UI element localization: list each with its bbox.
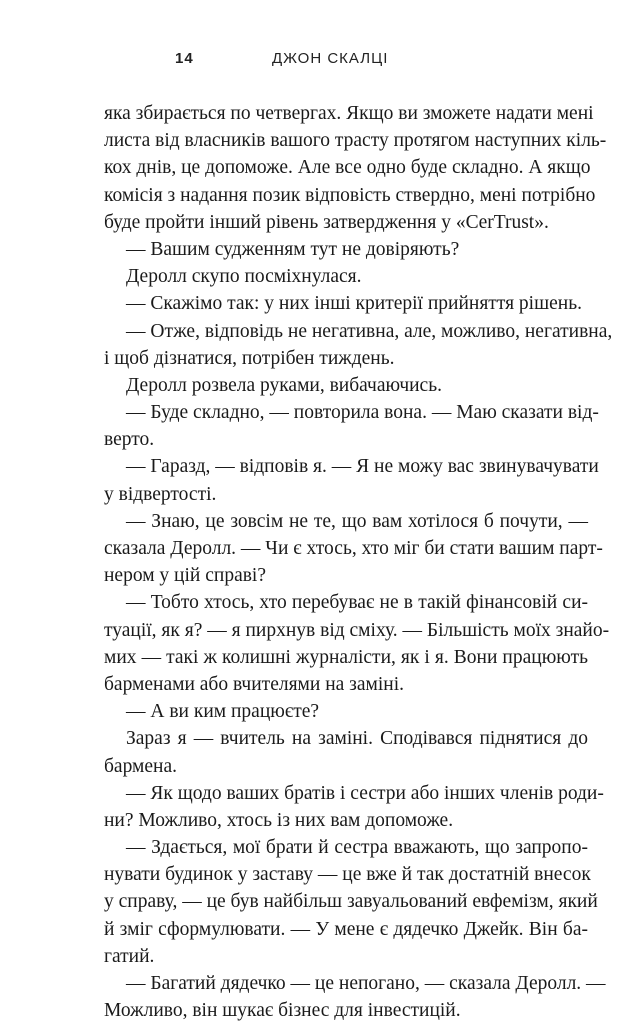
text-line: кох днів, це допоможе. Але все одно буде складно. А якщо xyxy=(104,157,591,179)
text-line: Зараз я — вчитель на заміні. Сподівався піднятися до xyxy=(126,728,588,750)
text-line: буде пройти інший рівень затвердження у «CerTrust». xyxy=(104,211,549,233)
text-line: гатий. xyxy=(104,945,155,967)
text-line: — Здається, мої брати й сестра вважають, що запропо- xyxy=(126,837,588,859)
text-line: Деролл скупо посміхнулася. xyxy=(126,266,362,288)
text-line: мих — такі ж колишні журналісти, як і я. Вони працюють xyxy=(104,646,588,668)
text-line: нувати будинок у заставу — це вже й так достатній внесок xyxy=(104,864,591,886)
text-line: Деролл розвела руками, вибачаючись. xyxy=(126,374,442,396)
text-line: сказала Деролл. — Чи є хтось, хто міг би стати вашим парт- xyxy=(104,538,603,559)
text-line: і щоб дізнатися, потрібен тиждень. xyxy=(104,347,395,369)
page-number: 14 xyxy=(175,50,194,67)
text-line: — Тобто хтось, хто перебуває не в такій фінансовій си- xyxy=(126,592,588,614)
body-text xyxy=(104,100,613,1024)
text-line: у відвертості. xyxy=(104,483,217,505)
text-line: ни? Можливо, хтось із них вам допоможе. xyxy=(104,809,454,831)
text-line: — А ви ким працюєте? xyxy=(126,701,320,723)
running-title: ДЖОН СКАЛЦІ xyxy=(272,50,389,67)
text-line: — Вашим судженням тут не довіряють? xyxy=(126,238,460,260)
text-line: верто. xyxy=(104,429,155,451)
text-line: — Знаю, це зовсім не те, що вам хотілося б почути, — xyxy=(126,510,588,532)
text-line: барменами або вчителями на заміні. xyxy=(104,673,405,695)
text-line: — Буде складно, — повторила вона. — Маю сказати від- xyxy=(126,402,599,424)
text-line: Можливо, він шукає бізнес для інвестицій. xyxy=(104,1000,461,1022)
text-line: туації, як я? — я пирхнув від сміху. — Більшість моїх знайо- xyxy=(104,619,610,641)
text-line: — Гаразд, — відповів я. — Я не можу вас звинувачувати xyxy=(126,456,599,478)
text-line: комісія з надання позик відповість ствердно, мені потрібно xyxy=(104,184,596,206)
text-line: й зміг сформулювати. — У мене є дядечко Джейк. Він ба- xyxy=(104,918,588,940)
text-line: — Як щодо ваших братів і сестри або інших членів роди- xyxy=(126,782,604,804)
text-line: — Багатий дядечко — це непогано, — сказала Деролл. — xyxy=(126,973,606,994)
text-line: — Отже, відповідь не негативна, але, можливо, негативна, xyxy=(126,320,613,342)
running-head xyxy=(0,50,642,70)
text-line: яка збирається по четвергах. Якщо ви зможете надати мені xyxy=(104,103,594,124)
text-line: у справу, — це був найбільш завуальований евфемізм, який xyxy=(104,891,598,913)
text-line: бармена. xyxy=(104,755,177,777)
text-line: листа від власників вашого трасту протягом наступних кіль- xyxy=(104,130,607,152)
text-line: нером у цій справі? xyxy=(104,565,266,587)
text-line: — Скажімо так: у них інші критерії прийняття рішень. xyxy=(126,293,582,315)
